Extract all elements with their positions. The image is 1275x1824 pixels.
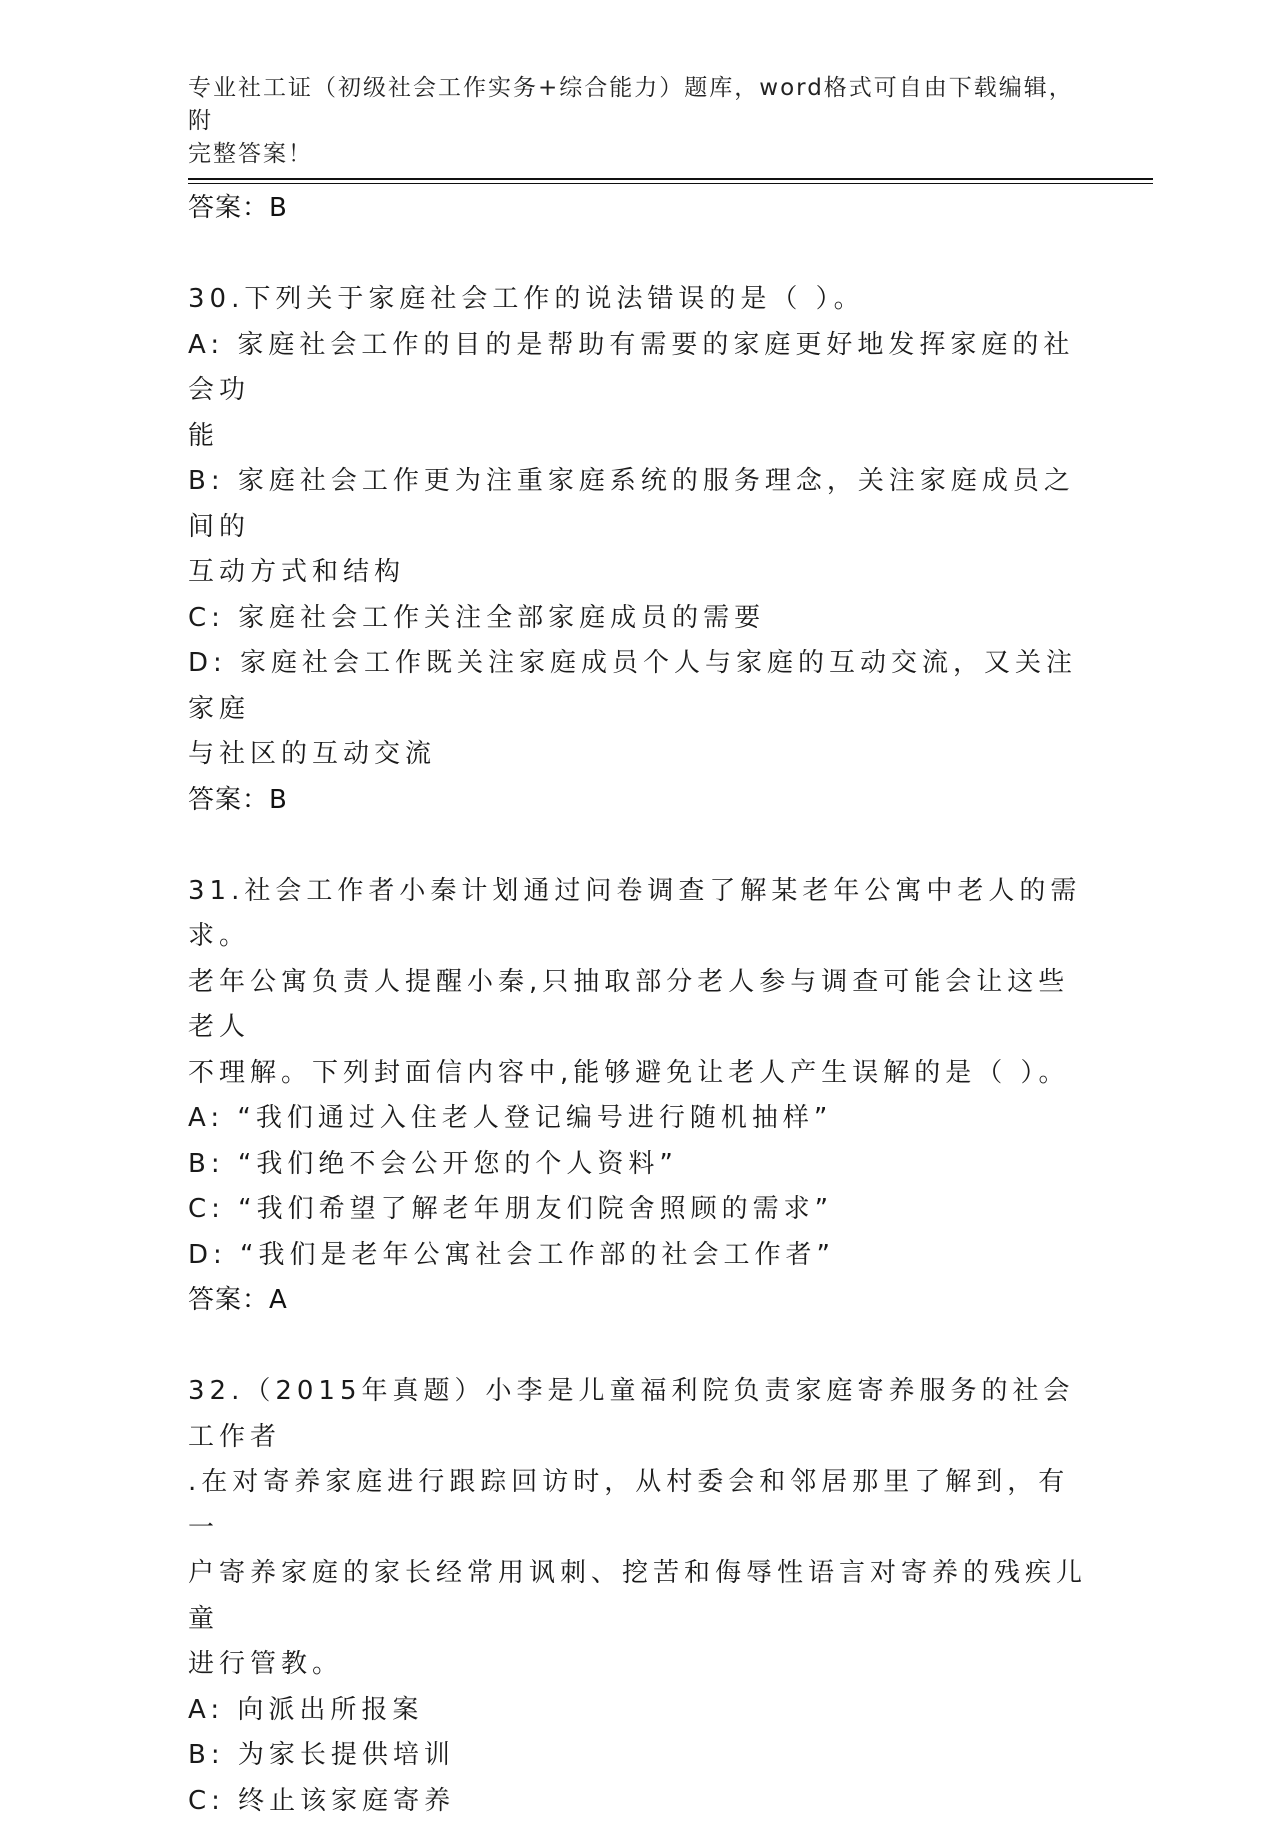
option-c: C: 终止该家庭寄养 <box>188 1779 1088 1824</box>
header-divider-thin <box>188 183 1153 184</box>
page-header <box>188 72 1088 171</box>
option-a: A: 向派出所报案 <box>188 1688 1088 1734</box>
option-d-continued: 与社区的互动交流 <box>188 732 1088 778</box>
spacer <box>188 1324 1088 1370</box>
option-d: D: “我们是老年公寓社会工作部的社会工作者” <box>188 1233 1088 1279</box>
spacer <box>188 232 1088 278</box>
header-line-1: 专业社工证（初级社会工作实务+综合能力）题库，word格式可自由下载编辑，附 <box>188 72 1088 138</box>
document-body <box>188 186 1088 1824</box>
question-block <box>188 869 1088 1324</box>
header-divider-thick <box>188 178 1153 180</box>
answer-line: 答案：B <box>188 778 1088 824</box>
question-stem: 32.（2015年真题）小李是儿童福利院负责家庭寄养服务的社会工作者 <box>188 1369 1088 1460</box>
question-stem-continued: 进行管教。 <box>188 1642 1088 1688</box>
option-b: B: “我们绝不会公开您的个人资料” <box>188 1142 1088 1188</box>
spacer <box>188 823 1088 869</box>
option-c: C: 家庭社会工作关注全部家庭成员的需要 <box>188 596 1088 642</box>
option-a: A: “我们通过入住老人登记编号进行随机抽样” <box>188 1096 1088 1142</box>
answer-line: 答案：A <box>188 1278 1088 1324</box>
question-block <box>188 277 1088 823</box>
option-b: B: 为家长提供培训 <box>188 1733 1088 1779</box>
option-b-continued: 互动方式和结构 <box>188 550 1088 596</box>
option-d: D: 家庭社会工作既关注家庭成员个人与家庭的互动交流，又关注家庭 <box>188 641 1088 732</box>
question-stem-continued: .在对寄养家庭进行跟踪回访时，从村委会和邻居那里了解到，有一 <box>188 1460 1088 1551</box>
question-stem-continued: 老年公寓负责人提醒小秦,只抽取部分老人参与调查可能会让这些老人 <box>188 960 1088 1051</box>
option-b: B: 家庭社会工作更为注重家庭系统的服务理念，关注家庭成员之间的 <box>188 459 1088 550</box>
question-block <box>188 1369 1088 1824</box>
question-stem: 31.社会工作者小秦计划通过问卷调查了解某老年公寓中老人的需求。 <box>188 869 1088 960</box>
answer-line: 答案：B <box>188 186 1088 232</box>
question-stem-continued: 不理解。下列封面信内容中,能够避免让老人产生误解的是（ ）。 <box>188 1051 1088 1097</box>
option-a-continued: 能 <box>188 414 1088 460</box>
option-c: C: “我们希望了解老年朋友们院舍照顾的需求” <box>188 1187 1088 1233</box>
question-stem: 30.下列关于家庭社会工作的说法错误的是（ ）。 <box>188 277 1088 323</box>
question-stem-continued: 户寄养家庭的家长经常用讽刺、挖苦和侮辱性语言对寄养的残疾儿童 <box>188 1551 1088 1642</box>
option-a: A: 家庭社会工作的目的是帮助有需要的家庭更好地发挥家庭的社会功 <box>188 323 1088 414</box>
header-line-2: 完整答案！ <box>188 138 1088 171</box>
